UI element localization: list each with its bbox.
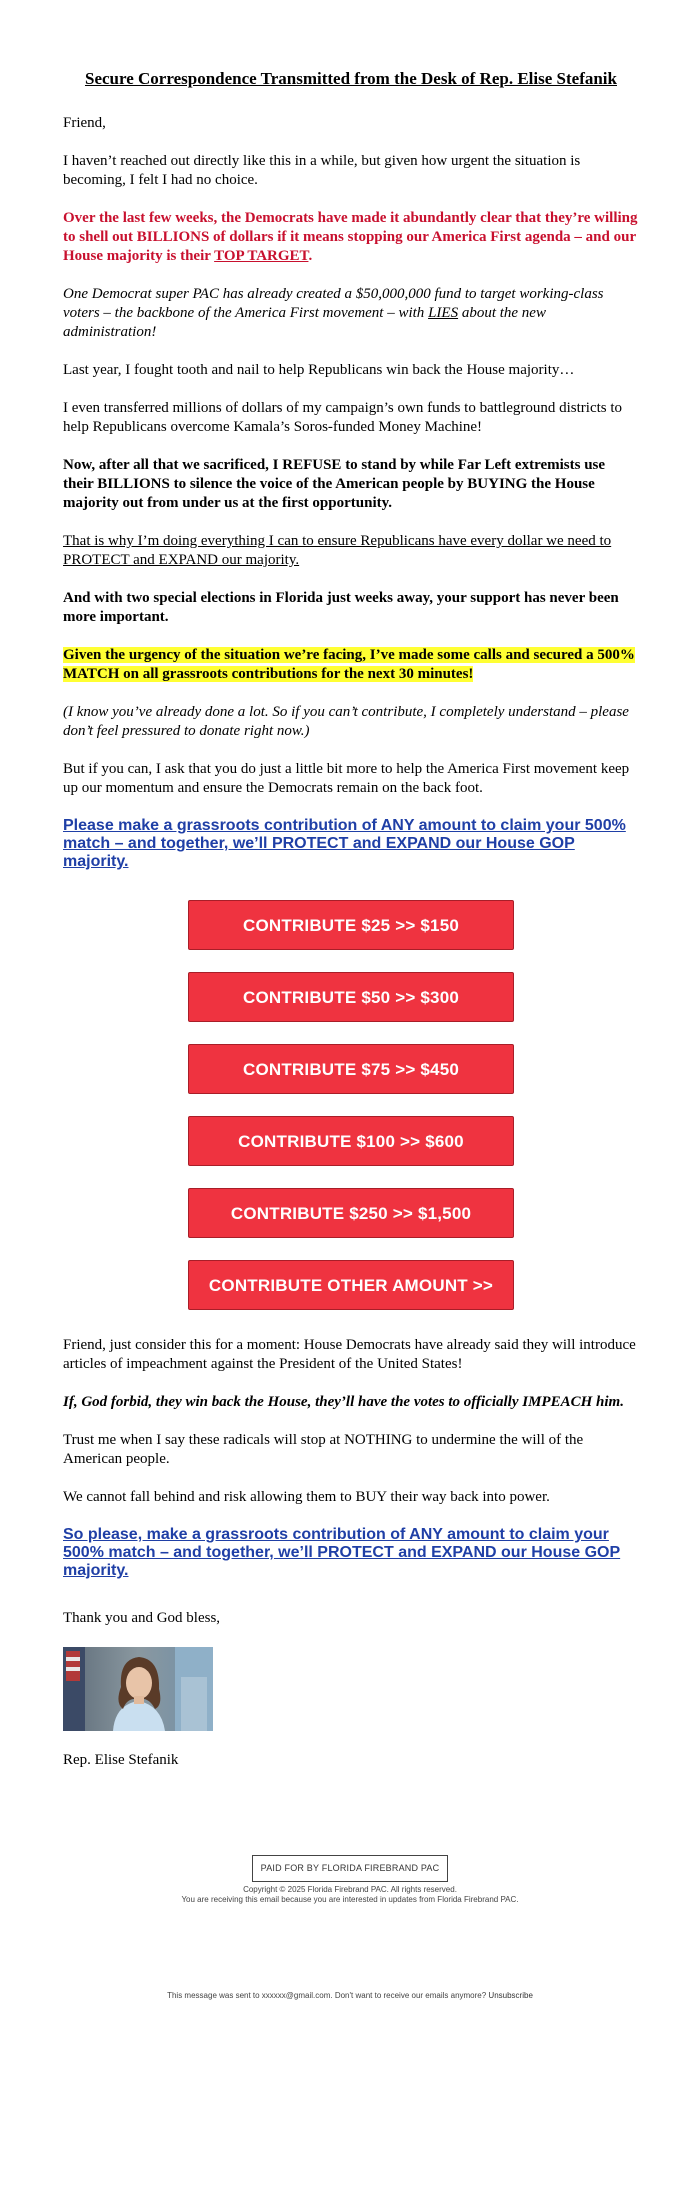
contribute-other-button[interactable]: CONTRIBUTE OTHER AMOUNT >>	[188, 1260, 514, 1310]
greeting: Friend,	[63, 115, 106, 131]
contribute-100-button[interactable]: CONTRIBUTE $100 >> $600	[188, 1116, 514, 1166]
receiving-notice: You are receiving this email because you are interested in updates from Florida Firebrand PAC.	[181, 1895, 519, 1904]
highlighted-match-text: Given the urgency of the situation we’re facing, I’ve made some calls and secured a 500% MATCH on all grassroots contributions for the next 30 minutes!	[63, 647, 635, 682]
paragraph-radicals: Trust me when I say these radicals will stop at NOTHING to undermine the will of the American people.	[63, 1432, 584, 1467]
footer	[0, 1855, 700, 1905]
paragraph-democrats-billions: Over the last few weeks, the Democrats have made it abundantly clear that they’re willing to shell out BILLIONS of dollars if it means stopping our America First agenda – and our House majority is their TOP TARGET.	[63, 210, 638, 264]
contribute-50-button[interactable]: CONTRIBUTE $50 >> $300	[188, 972, 514, 1022]
paragraph-ask: But if you can, I ask that you do just a little bit more to help the America First movement keep up our momentum and ensure the Democrats remain on the back foot.	[63, 761, 630, 796]
unsubscribe-link[interactable]: Unsubscribe	[488, 1991, 533, 2000]
page-title: Secure Correspondence Transmitted from the Desk of Rep. Elise Stefanik	[84, 69, 617, 88]
paragraph-last-year: Last year, I fought tooth and nail to help Republicans win back the House majority…	[63, 362, 575, 378]
contribute-250-button[interactable]: CONTRIBUTE $250 >> $1,500	[188, 1188, 514, 1238]
paragraph-super-pac: One Democrat super PAC has already created a $50,000,000 fund to target working-class voters – the backbone of the America First movement – with LIES about the new administration!	[63, 286, 604, 340]
paragraph-protect-expand: That is why I’m doing everything I can to ensure Republicans have every dollar we need to PROTECT and EXPAND our majority.	[63, 533, 612, 568]
paragraph-intro: I haven’t reached out directly like this in a while, but given how urgent the situation is becoming, I felt I had no choice.	[63, 153, 581, 188]
contribute-link-bottom[interactable]: So please, make a grassroots contribution of ANY amount to claim your 500% match – and together, we’ll PROTECT and EXPAND our House GOP majority.	[63, 1526, 621, 1579]
email-body	[63, 68, 639, 1770]
lies-text: LIES	[428, 305, 459, 321]
contribute-link-top[interactable]: Please make a grassroots contribution of ANY amount to claim your 500% match – and together, we’ll PROTECT and EXPAND our House GOP majority.	[63, 817, 626, 870]
contribute-75-button[interactable]: CONTRIBUTE $75 >> $450	[188, 1044, 514, 1094]
paragraph-special-elections: And with two special elections in Florida just weeks away, your support has never been more important.	[63, 590, 619, 625]
paragraph-fall-behind: We cannot fall behind and risk allowing them to BUY their way back into power.	[63, 1489, 550, 1505]
contribution-buttons	[63, 900, 639, 1310]
closing: Thank you and God bless,	[63, 1610, 221, 1626]
signature-name: Rep. Elise Stefanik	[63, 1752, 179, 1768]
paid-for-disclaimer: PAID FOR BY FLORIDA FIREBRAND PAC	[252, 1855, 449, 1882]
paragraph-no-pressure: (I know you’ve already done a lot. So if you can’t contribute, I completely understand – please don’t feel pressured to donate right now.)	[63, 704, 629, 739]
stefanik-photo	[63, 1647, 213, 1731]
top-target-text: TOP TARGET	[214, 248, 309, 264]
paragraph-impeachment: Friend, just consider this for a moment: House Democrats have already said they will introduce articles of impeachment against the President of the United States!	[63, 1337, 636, 1372]
sent-to-text: This message was sent to xxxxxx@gmail.com. Don't want to receive our emails anymore?	[167, 1991, 489, 2000]
paragraph-impeach-him: If, God forbid, they win back the House, they’ll have the votes to officially IMPEACH him.	[63, 1394, 624, 1410]
paragraph-transferred-funds: I even transferred millions of dollars of my campaign’s own funds to battleground districts to help Republicans overcome Kamala’s Soros-funded Money Machine!	[63, 400, 623, 435]
paragraph-match-offer	[63, 646, 639, 684]
contribute-25-button[interactable]: CONTRIBUTE $25 >> $150	[188, 900, 514, 950]
paragraph-refuse: Now, after all that we sacrificed, I REFUSE to stand by while Far Left extremists use their BILLIONS to silence the voice of the American people by BUYING the House majority out from under us at the first opportunity.	[63, 457, 606, 511]
copyright-text: Copyright © 2025 Florida Firebrand PAC. All rights reserved.	[243, 1885, 457, 1894]
sent-to-line	[0, 1985, 700, 2003]
